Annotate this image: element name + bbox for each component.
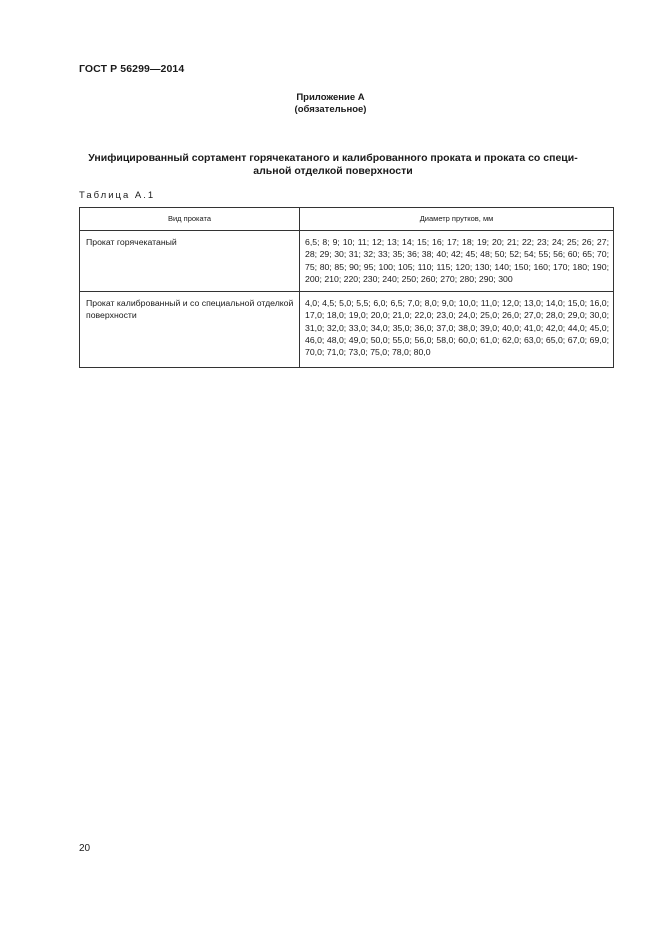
table-label: Таблица А.1 <box>79 190 156 201</box>
page-number: 20 <box>79 843 91 854</box>
table-header-row <box>80 208 614 231</box>
table-header-type: Вид проката <box>80 208 300 231</box>
document-code: ГОСТ Р 56299—2014 <box>79 63 185 75</box>
appendix-title: Приложение А <box>296 92 365 103</box>
table-cell-diameters: 6,5; 8; 9; 10; 11; 12; 13; 14; 15; 16; 17; 18; 19; 20; 21; 22; 23; 24; 25; 26; 27; 28; 29; 30; 31; 32; 33; 35; 36; 38; 40; 42; 45; 48; 50; 52; 54; 55; 56; 60; 65; 70; 75; 80; 85; 90; 95; 100; 105; 110; 115; 120; 130; 140; 150; 160; 170; 180; 190; 200; 210; 220; 230; 240; 250; 260; 270; 280; 290; 300 <box>300 231 614 292</box>
table-cell-type: Прокат горячекатаный <box>80 231 300 292</box>
appendix-subtitle: (обязательное) <box>294 104 367 115</box>
table-row <box>80 292 614 367</box>
table-cell-type: Прокат калиброванный и со специальной отделкой поверхности <box>80 292 300 367</box>
rolled-products-table <box>79 207 614 368</box>
section-title <box>80 152 586 178</box>
table-header-diameter: Диаметр прутков, мм <box>300 208 614 231</box>
section-title-line-2: альной отделкой поверхности <box>253 165 413 177</box>
table-row <box>80 231 614 292</box>
table-cell-diameters: 4,0; 4,5; 5,0; 5,5; 6,0; 6,5; 7,0; 8,0; 9,0; 10,0; 11,0; 12,0; 13,0; 14,0; 15,0; 16,0; 17,0; 18,0; 19,0; 20,0; 21,0; 22,0; 23,0; 24,0; 25,0; 26,0; 27,0; 28,0; 29,0; 30,0; 31,0; 32,0; 33,0; 34,0; 35,0; 36,0; 37,0; 38,0; 39,0; 40,0; 41,0; 42,0; 44,0; 45,0; 46,0; 48,0; 49,0; 50,0; 55,0; 56,0; 58,0; 60,0; 61,0; 62,0; 63,0; 65,0; 67,0; 69,0; 70,0; 71,0; 73,0; 75,0; 78,0; 80,0 <box>300 292 614 367</box>
section-title-line-1: Унифицированный сортамент горячекатаного и калиброванного проката и проката со специ- <box>88 152 578 164</box>
